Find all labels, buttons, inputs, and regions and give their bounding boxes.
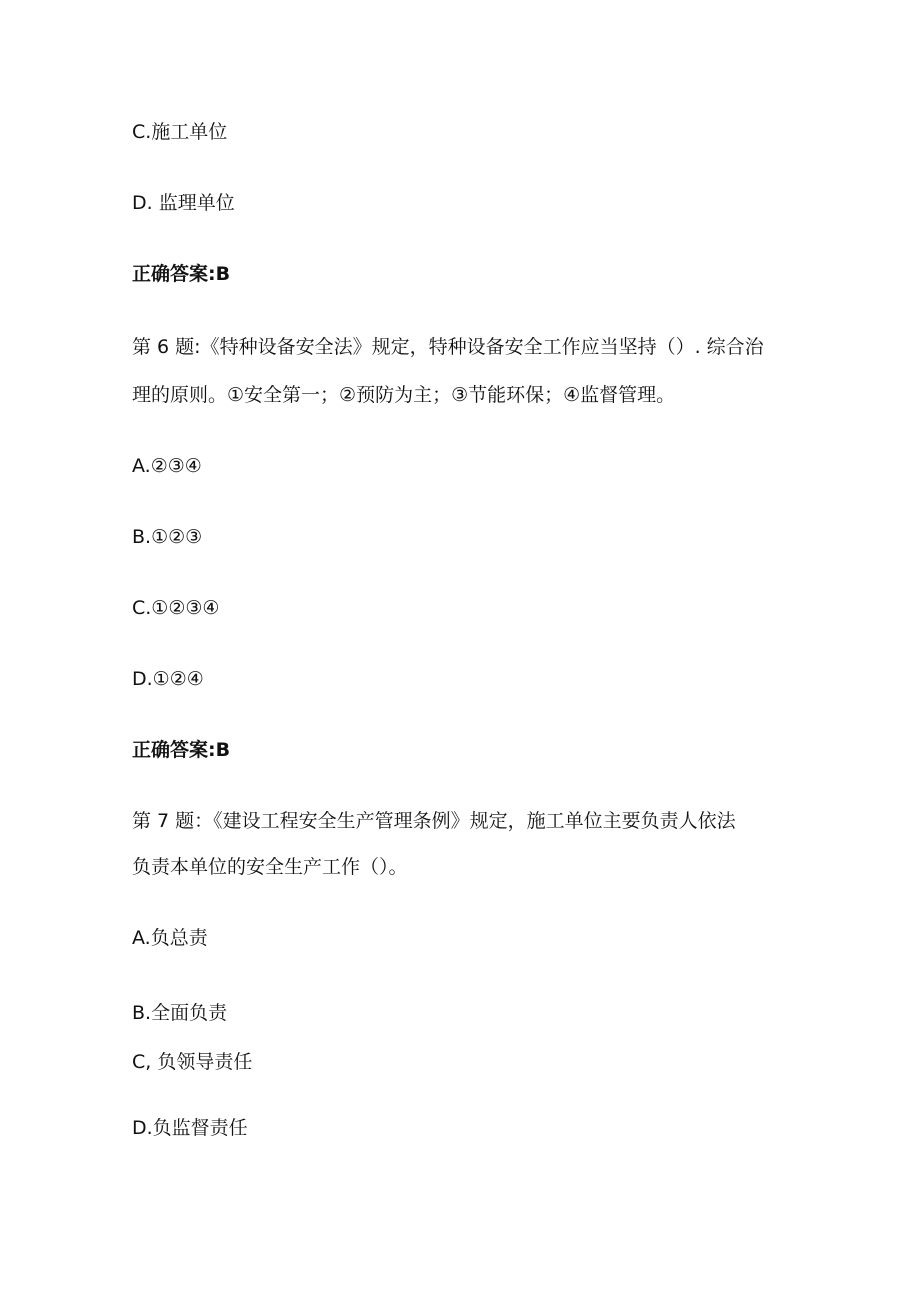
q7-option-c: C, 负领导责任 — [132, 1051, 253, 1073]
q5-option-d: D. 监理单位 — [132, 192, 235, 214]
q7-stem-line-1: 第 7 题：《建设工程安全生产管理条例》规定，施工单位主要负责人依法 — [132, 810, 736, 832]
q5-option-c: C.施工单位 — [132, 121, 228, 143]
q6-option-c: C.①②③④ — [132, 597, 220, 619]
q6-option-a: A.②③④ — [132, 455, 202, 477]
q6-option-b: B.①②③ — [132, 526, 203, 548]
q6-stem-line-2: 理的原则。①安全第一；②预防为主；③节能环保；④监督管理。 — [132, 384, 676, 406]
q6-answer: 正确答案:B — [132, 739, 231, 761]
q7-option-b: B.全面负责 — [132, 1002, 228, 1024]
q5-answer: 正确答案:B — [132, 263, 231, 285]
q6-stem-line-1: 第 6 题:《特种设备安全法》规定，特种设备安全工作应当坚持（）. 综合治 — [132, 336, 764, 358]
q7-option-a: A.负总责 — [132, 927, 208, 949]
q6-option-d: D.①②④ — [132, 668, 204, 690]
q7-option-d: D.负监督责任 — [132, 1117, 248, 1139]
q7-stem-line-2: 负责本单位的安全生产工作（）。 — [132, 856, 408, 878]
